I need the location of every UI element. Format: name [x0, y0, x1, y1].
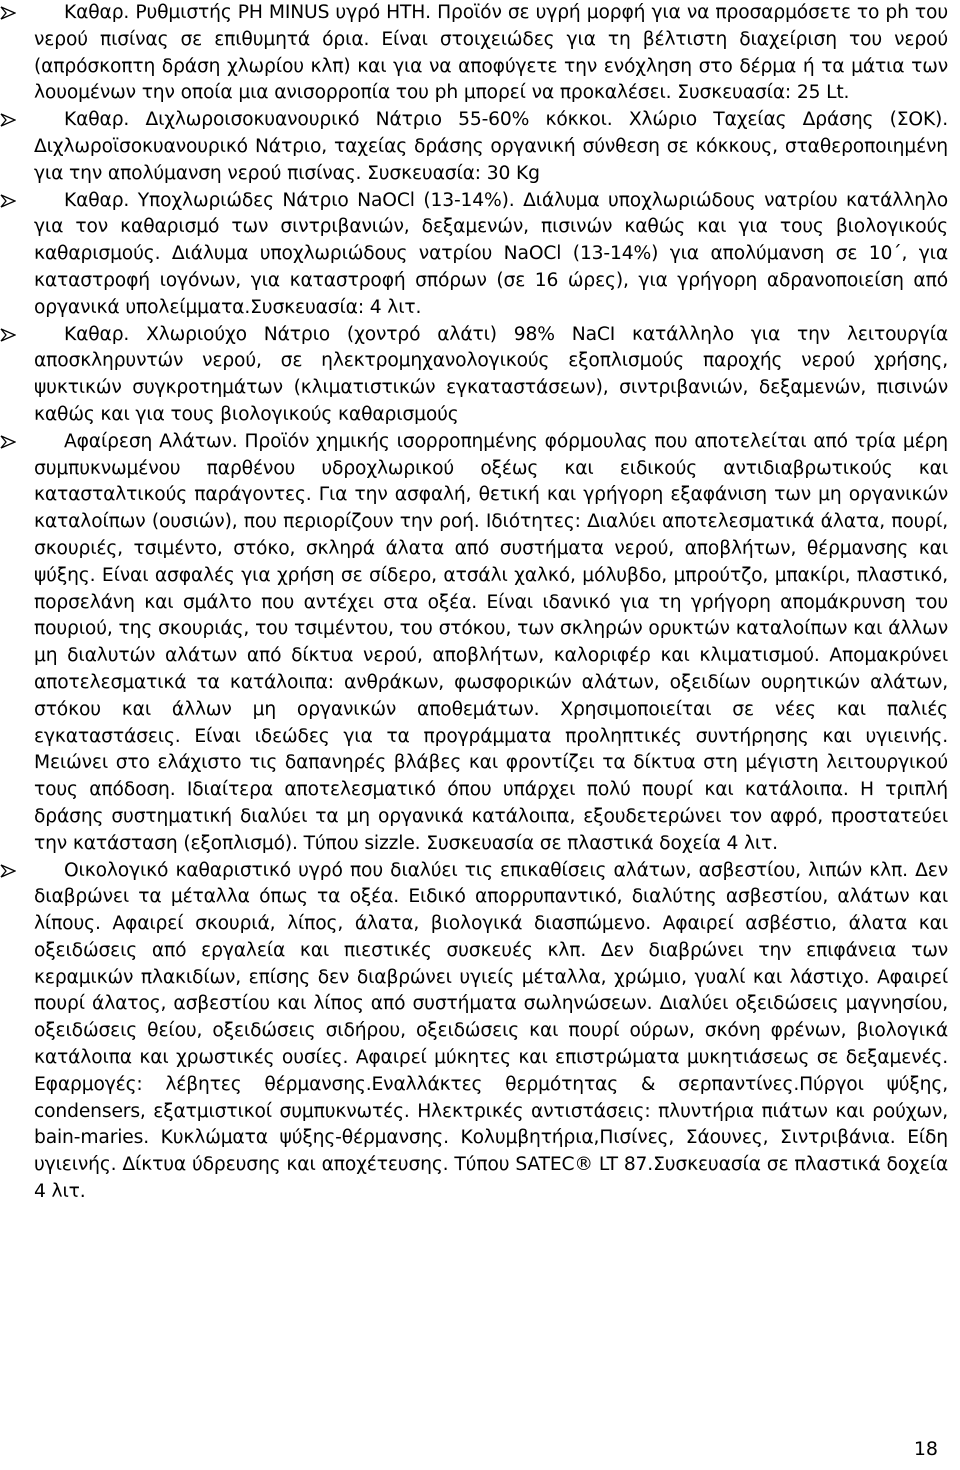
product-description: Χλωριούχο Νάτριο (χοντρό αλάτι) 98% NaCI κατάλληλο για την λειτουργία αποσκληρυντών νερού, σε ηλεκτρομηχανολογικούς εξοπλισμούς παροχής νερού χρήσης, ψυκτικών συγκροτημάτων (κλιματιστικών εγκαταστάσεων), σιντριβανιών, δεξαμενών, πισινών καθώς και για τους βιολογικούς καθαρισμούς [34, 323, 948, 425]
product-description: Προϊόν χημικής ισορροπημένης φόρμουλας που αποτελείται από τρία μέρη συμπυκνωμένου παρθένου υδροχλωρικού οξέως και ειδικούς αντιδιαβρωτικούς και κατασταλτικούς παράγοντες. Για την ασφαλή, θετική και γρήγορη εξαφάνιση των μη οργανικών καταλοίπων (ουσιών), που περιορίζουν την ροή. Ιδιότητες: Διαλύει αποτελεσματικά άλατα, πουρί, σκουριές, τσιμέντο, στόκο, σκληρά άλατα από συστήματα νερού, αποβλήτων, θέρμανσης και ψύξης. Είναι ασφαλές για χρήση σε σίδερο, ατσάλι χαλκό, μόλυβδο, μπρούτζο, μπακίρι, πλαστικό, πορσελάνη και σμάλτο που αντέχει στα οξέα. Είναι ιδανικό για τη γρήγορη απομάκρυνση του πουριού, της σκουριάς, του τσιμέντου, του στόκου, των σκληρών ορυκτών καταλοίπων και άλλων μη διαλυτών αλάτων από δίκτυα νερού, αποβλήτων, καλοριφέρ και κλιματισμού. Απομακρύνει αποτελεσματικά τα κατάλοιπα: ανθράκων, φωσφορικών αλάτων, οξειδίων ουρητικών αλάτων, στόκου και άλλων μη οργανικών αποθεμάτων. Χρησιμοποιείται σε νέες και παλιές εγκαταστάσεις. Είναι ιδεώδες για τα προγράμματα προληπτικές συντήρησης και υγιεινής. Μειώνει στο ελάχιστο τις δαπανηρές βλάβες και φροντίζει τα δίκτυα στη μέγιστη λειτουργικού τους απόδοση. Ιδιαίτερα αποτελεσματικό όπου υπάρχει πολύ πουρί και κατάλοιπα. Η τριπλή δράσης συστηματική διαλύει τα μη οργανικά κατάλοιπα, εξουδετερώνει τον αφρό, προστατεύει την κατάσταση (εξοπλισμό). Τύπου sizzle. Συσκευασία σε πλαστικά δοχεία 4 λιτ. [34, 430, 948, 854]
product-item-sodium-chloride [0, 322, 948, 429]
product-title: Οικολογικό καθαριστικό υγρό [64, 859, 343, 881]
product-description: Προϊόν σε υγρή μορφή για να προσαρμόσετε το ph του νερού πισίνας σε επιθυμητά όρια. Είναι στοιχειώδες για τη βέλτιστη διαχείριση του νερού (απρόσκοπτη δράση χλωρίου κλπ) και για να αποφύγετε την ενόχληση στο δέρμα ή τα μάτια των λουομένων την οποία μια ανισορροπία του ph μπορεί να προκαλέσει. Συσκευασία: 25 Lt. [34, 2, 948, 104]
product-description: που διαλύει τις επικαθίσεις αλάτων, ασβεστίου, λιπών κλπ. Δεν διαβρώνει τα μέταλλα όπως τα οξέα. Ειδικό απορρυπαντικό, διαλύτης ασβεστίου, αλάτων και λίπους. Αφαιρεί σκουριά, λίπος, άλατα, βιολογικά διασπώμενο. Αφαιρεί ασβέστιο, άλατα και οξειδώσεις από εργαλεία και πιεστικές συσκευές κλπ. Δεν διαβρώνει την επιφάνεια των κεραμικών πλακιδίων, επίσης δεν διαβρώνει υγιείς μέταλλα, χρώμιο, γυαλί και λάστιχο. Αφαιρεί πουρί άλατος, ασβεστίου και λίπος από συστήματα σωληνώσεων. Διαλύει οξειδώσεις μαγνησίου, οξειδώσεις θείου, οξειδώσεις σιδήρου, οξειδώσεις και πουρί ούρων, σκόνη φρένων, βιολογικά κατάλοιπα και χρωστικές ουσίες. Αφαιρεί μύκητες και επιστρώματα μυκητιάσεως σε δεξαμενές. Εφαρμογές: λέβητες θέρμανσης.Εναλλάκτες θερμότητας & σερπαντίνες.Πύργοι ψύξης, condensers, εξατμιστικοί συμπυκνωτές. Ηλεκτρικές αντιστάσεις: πλυντήρια πιάτων και ρούχων, bain-maries. Κυκλώματα ψύξης-θέρμανσης. Κολυμβητήρια,Πισίνες, Σάουνες, Σιντριβάνια. Είδη υγιεινής. Δίκτυα ύδρευσης και αποχέτευσης. Τύπου SATEC® LT 87.Συσκευασία σε πλαστικά δοχεία 4 λιτ. [34, 859, 949, 1203]
product-title: Καθαρ. Διχλωροισοκυανουρικό Νάτριο 55-60% κόκκοι. Χλώριο Ταχείας Δράσης (ΣΟΚ). [64, 109, 948, 131]
product-item-descaler [0, 429, 948, 858]
product-title: Αφαίρεση Αλάτων. [64, 430, 238, 452]
arrowhead-bullet-icon [0, 328, 16, 342]
product-item-eco-cleaner [0, 858, 948, 1206]
product-item-ph-minus [0, 0, 948, 107]
arrowhead-bullet-icon [0, 6, 16, 20]
product-item-hypochlorite [0, 188, 948, 322]
page-number: 18 [913, 1438, 938, 1460]
arrowhead-bullet-icon [0, 194, 16, 208]
product-title: Καθαρ. Ρυθμιστής PH MINUS υγρό ΗΤΗ. [64, 2, 431, 23]
arrowhead-bullet-icon [0, 435, 16, 449]
product-description: Διάλυμα υποχλωριώδους νατρίου κατάλληλο για τον καθαρισμό των σιντριβανιών, δεξαμενών, πισινών καθώς και για τους βιολογικούς καθαρισμούς. Διάλυμα υποχλωριώδους νατρίου NaOCl (13-14%) για απολύμανση σε 10΄, για καταστροφή ιογόνων, για καταστροφή σπόρων (σε 16 ώρες), για γρήγορη αδρανοποιείση από οργανικά υπολείμματα.Συσκευασία: 4 λιτ. [34, 189, 949, 318]
product-title: Καθαρ. Υποχλωριώδες Νάτριο NaOCl (13-14%). [64, 189, 515, 211]
product-title: Καθαρ. [64, 323, 130, 345]
arrowhead-bullet-icon [0, 113, 16, 127]
arrowhead-bullet-icon [0, 864, 16, 878]
product-description: Διχλωροϊσοκυανουρικό Νάτριο, ταχείας δράσης οργανική σύνθεση σε κόκκους, σταθεροποιημένη για την απολύμανση νερού πισίνας. Συσκευασία: 30 Kg [34, 135, 948, 184]
product-item-dichloro [0, 107, 948, 187]
